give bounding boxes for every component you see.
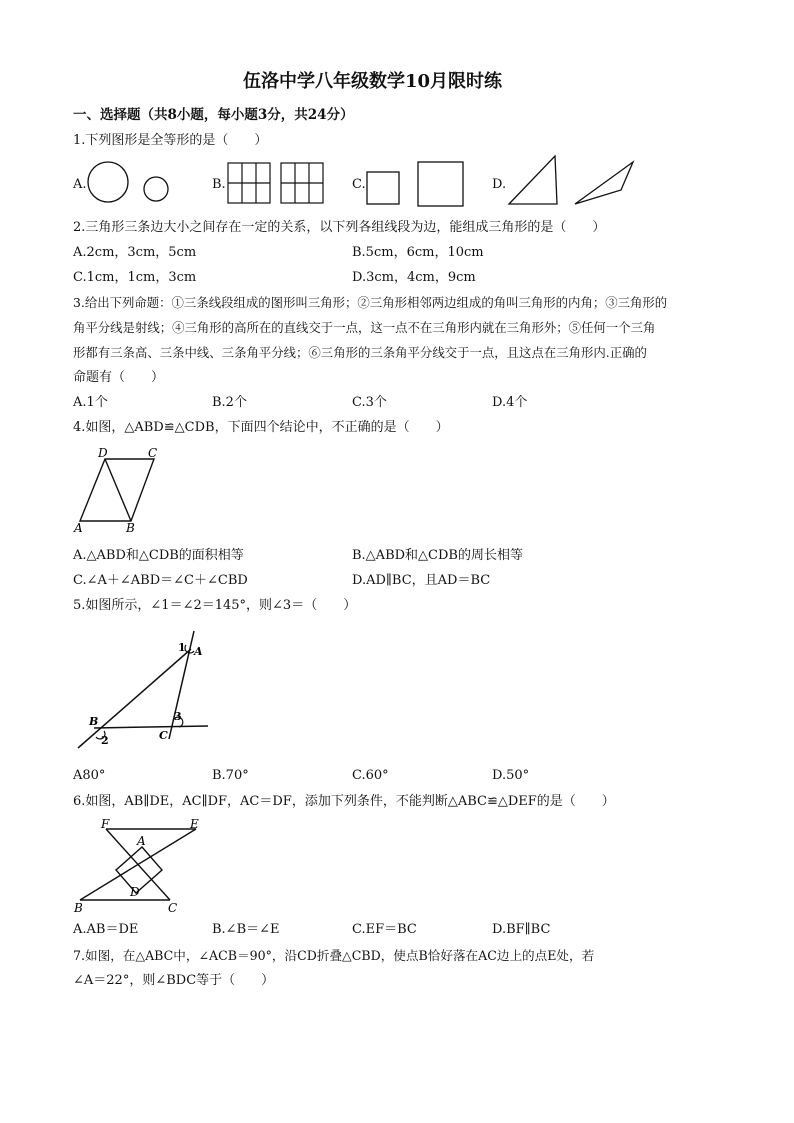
q1-option-b-figure (225, 160, 329, 208)
q3-line-3: 形都有三条高、三条中线、三条角平分线；⑥三角形的三条角平分线交于一点，且这点在三角形内.正确的 (73, 345, 647, 360)
q5-stem: 5.如图所示，∠1＝∠2＝145°，则∠3＝（ ） (73, 598, 357, 613)
q1-option-d-figure (505, 152, 640, 210)
q4-label-b: B (126, 521, 135, 535)
q6-option-b: B.∠B＝∠E (212, 922, 280, 937)
section-heading: 一、选择题（共8小题，每小题3分，共24分） (73, 107, 354, 123)
q5-label-2: 2 (101, 734, 109, 747)
q5-label-c: C (159, 729, 168, 742)
large-square (418, 162, 463, 206)
q3-option-c: C.3个 (352, 395, 387, 410)
q1-option-a-figure (84, 160, 174, 208)
triangle-1 (509, 156, 557, 204)
q4-option-d: D.AD∥BC，且AD＝BC (352, 573, 491, 588)
q1-option-b-label: B. (212, 177, 226, 192)
q2-option-b: B.5cm，6cm，10cm (352, 245, 484, 260)
q3-line-2: 角平分线是射线；④三角形的高所在的直线交于一点，这一点不在三角形内就在三角形外；⑤任何一个三角 (73, 320, 656, 335)
q5-option-a: A80° (73, 768, 106, 783)
q6-label-a: A (137, 834, 146, 848)
q5-option-d: D.50° (492, 768, 530, 783)
q4-option-c: C.∠A＋∠ABD＝∠C＋∠CBD (73, 573, 248, 588)
q2-option-d: D.3cm，4cm，9cm (352, 270, 476, 285)
q1-option-d-label: D. (492, 177, 507, 192)
q5-option-b: B.70° (212, 768, 249, 783)
q2-option-c: C.1cm，1cm，3cm (73, 270, 197, 285)
q3-option-b: B.2个 (212, 395, 247, 410)
q6-option-d: D.BF∥BC (492, 922, 551, 937)
page-title: 伍洛中学八年级数学10月限时练 (243, 71, 503, 92)
q4-option-a: A.△ABD和△CDB的面积相等 (73, 548, 244, 563)
q6-stem: 6.如图，AB∥DE，AC∥DF，AC＝DF，添加下列条件，不能判断△ABC≌△DEF的是（ ） (73, 794, 615, 809)
q6-label-e: E (190, 817, 199, 831)
q6-label-b: B (74, 901, 83, 915)
small-circle (144, 177, 168, 201)
q6-option-c: C.EF＝BC (352, 922, 417, 937)
q1-stem: 1.下列图形是全等形的是（ ） (73, 133, 268, 148)
q5-figure (70, 625, 215, 755)
q6-option-a: A.AB＝DE (73, 922, 139, 937)
q4-label-a: A (74, 521, 83, 535)
q1-option-a-label: A. (73, 177, 87, 192)
q5-label-a: A (194, 645, 203, 658)
q4-option-b: B.△ABD和△CDB的周长相等 (352, 548, 523, 563)
q3-option-d: D.4个 (492, 395, 528, 410)
q6-label-f: F (101, 817, 110, 831)
q6-figure (70, 815, 210, 915)
q4-label-c: C (148, 446, 158, 460)
big-circle (88, 162, 128, 202)
q5-label-b: B (89, 715, 99, 728)
q7-line-1: 7.如图，在△ABC中，∠ACB＝90°，沿CD折叠△CBD，使点B恰好落在AC边上的点E处，若 (73, 948, 595, 963)
q7-line-2: ∠A＝22°，则∠BDC等于（ ） (73, 973, 275, 988)
q4-label-d: D (98, 446, 108, 460)
q6-label-c: C (168, 901, 178, 915)
q1-option-c-figure (364, 160, 470, 210)
q5-option-c: C.60° (352, 768, 389, 783)
q5-label-1: 1 (178, 641, 186, 654)
q4-stem: 4.如图，△ABD≌△CDB，下面四个结论中，不正确的是（ ） (73, 420, 449, 435)
q6-label-d: D (130, 885, 140, 899)
q2-stem: 2.三角形三条边大小之间存在一定的关系，以下列各组线段为边，能组成三角形的是（ ） (73, 220, 606, 235)
small-square (367, 172, 399, 204)
q1-option-c-label: C. (352, 177, 366, 192)
q4-figure (70, 443, 170, 535)
triangle-2 (575, 162, 633, 204)
q3-line-4: 命题有（ ） (73, 370, 165, 385)
q3-option-a: A.1个 (73, 395, 108, 410)
q3-line-1: 3.给出下列命题：①三条线段组成的图形叫三角形；②三角形相邻两边组成的角叫三角形的内角；③三角形的 (73, 295, 668, 310)
q2-option-a: A.2cm，3cm，5cm (73, 245, 197, 260)
q5-label-3: 3 (174, 710, 182, 723)
